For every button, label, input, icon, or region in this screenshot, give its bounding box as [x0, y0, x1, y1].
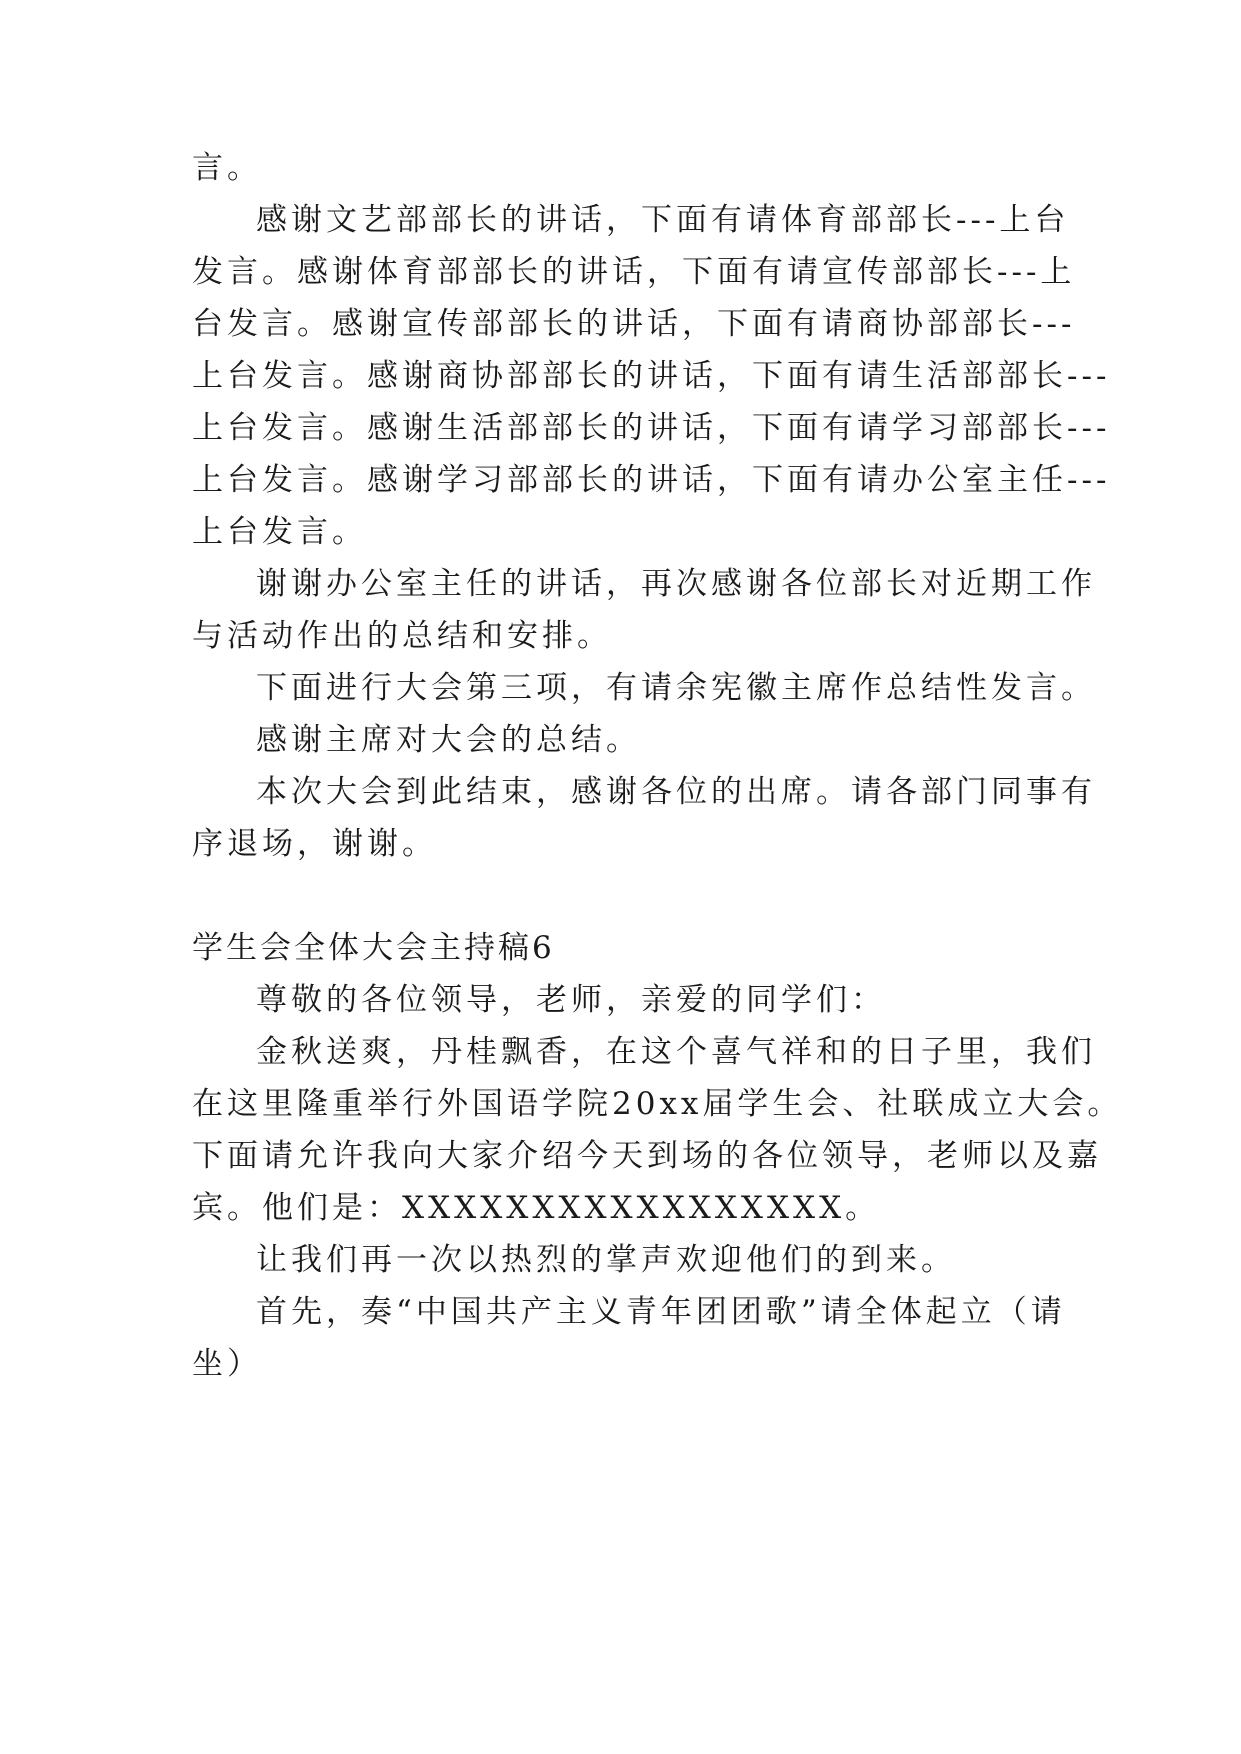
paragraph-line: 首先，奏“中国共产主义青年团团歌”请全体起立（请 [256, 1294, 1066, 1330]
paragraph-line: 上台发言。感谢学习部部长的讲话，下面有请办公室主任--- [192, 462, 1111, 498]
paragraph-line: 言。 [192, 150, 262, 186]
paragraph-line: 与活动作出的总结和安排。 [192, 618, 612, 654]
paragraph-line: 下面请允许我向大家介绍今天到场的各位领导，老师以及嘉 [192, 1138, 1102, 1174]
paragraph-line: 谢谢办公室主任的讲话，再次感谢各位部长对近期工作 [256, 566, 1096, 602]
paragraph-line: 在这里隆重举行外国语学院20xx届学生会、社联成立大会。 [192, 1086, 1123, 1122]
paragraph-line: 感谢主席对大会的总结。 [256, 722, 641, 758]
paragraph-line: 坐） [192, 1346, 262, 1382]
paragraph-line: 感谢文艺部部长的讲话，下面有请体育部部长---上台 [256, 202, 1070, 238]
paragraph-line: 上台发言。感谢商协部部长的讲话，下面有请生活部部长--- [192, 358, 1111, 394]
paragraph-line: 金秋送爽，丹桂飘香，在这个喜气祥和的日子里，我们 [256, 1034, 1096, 1070]
paragraph-line: 上台发言。 [192, 514, 367, 550]
paragraph-line: 下面进行大会第三项，有请余宪徽主席作总结性发言。 [256, 670, 1096, 706]
section-title: 学生会全体大会主持稿6 [192, 930, 555, 966]
paragraph-line: 让我们再一次以热烈的掌声欢迎他们的到来。 [256, 1242, 956, 1278]
paragraph-line: 本次大会到此结束，感谢各位的出席。请各部门同事有 [256, 774, 1096, 810]
paragraph-line: 序退场，谢谢。 [192, 826, 437, 862]
paragraph-line: 尊敬的各位领导，老师，亲爱的同学们： [256, 982, 886, 1018]
paragraph-line: 上台发言。感谢生活部部长的讲话，下面有请学习部部长--- [192, 410, 1111, 446]
paragraph-line: 宾。他们是：XXXXXXXXXXXXXXXXX。 [192, 1190, 881, 1226]
paragraph-line: 发言。感谢体育部部长的讲话，下面有请宣传部部长---上 [192, 254, 1076, 290]
paragraph-line: 台发言。感谢宣传部部长的讲话，下面有请商协部部长--- [192, 306, 1076, 342]
